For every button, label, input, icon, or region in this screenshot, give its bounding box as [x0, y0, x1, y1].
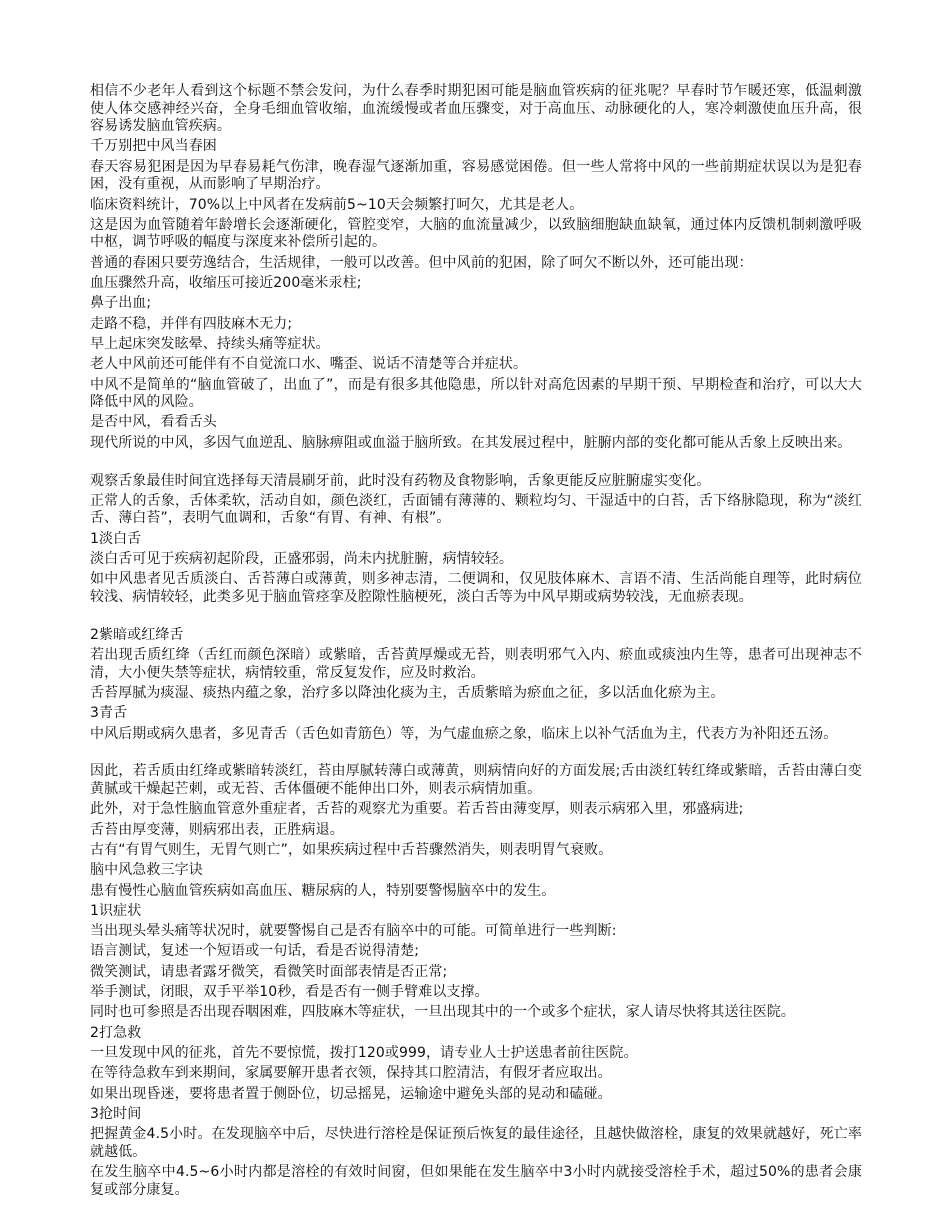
subsection-heading: 2紫暗或红绛舌 — [90, 626, 184, 643]
article-body — [90, 83, 862, 1202]
paragraph: 把握黄金4.5小时。在发现脑卒中后，尽快进行溶栓是保证预后恢复的最佳途径，且越快做溶栓，康复的效果就越好，死亡率就越低。 — [90, 1126, 862, 1160]
paragraph: 在等待急救车到来期间，家属要解开患者衣领，保持其口腔清洁，有假牙者应取出。 — [90, 1065, 612, 1082]
paragraph: 春天容易犯困是因为早春易耗气伤津，晚春湿气逐渐加重，容易感觉困倦。但一些人常将中风的一些前期症状误以为是犯春困，没有重视，从而影响了早期治疗。 — [90, 158, 862, 193]
list-item: 微笑测试，请患者露牙微笑，看微笑时面部表情是否正常; — [90, 963, 448, 980]
paragraph: 如果出现昏迷，要将患者置于侧卧位，切忌摇晃，运输途中避免头部的晃动和磕碰。 — [90, 1085, 612, 1102]
subsection-heading: 1识症状 — [90, 902, 142, 919]
paragraph: 观察舌象最佳时间宜选择每天清晨刷牙前，此时没有药物及食物影响，舌象更能反应脏腑虚实变化。 — [90, 472, 711, 489]
paragraph: 若出现舌质红绛（舌红而颜色深暗）或紫暗，舌苔黄厚燥或无苔，则表明邪气入内、瘀血或痰浊内生等，患者可出现神志不清，大小便失禁等症状，病情较重，常反复发作，应及时救治。 — [90, 647, 862, 681]
paragraph: 舌苔厚腻为痰湿、痰热内蕴之象，治疗多以降浊化痰为主，舌质紫暗为瘀血之征，多以活血化瘀为主。 — [90, 684, 725, 701]
paragraph: 此外，对于急性脑血管意外重症者，舌苔的观察尤为重要。若舌苔由薄变厚，则表示病邪入里，邪盛病进; — [90, 801, 744, 818]
paragraph: 临床资料统计，70%以上中风者在发病前5~10天会频繁打呵欠，尤其是老人。 — [90, 196, 584, 213]
paragraph: 古有“有胃气则生，无胃气则亡”，如果疾病过程中舌苔骤然消失，则表明胃气衰败。 — [90, 841, 613, 858]
list-item: 走路不稳，并伴有四肢麻木无力; — [90, 315, 293, 332]
paragraph: 同时也可参照是否出现吞咽困难，四肢麻木等症状，一旦出现其中的一个或多个症状，家人请尽快将其送往医院。 — [90, 1004, 795, 1021]
paragraph: 正常人的舌象，舌体柔软，活动自如，颜色淡红，舌面铺有薄薄的、颗粒均匀、干湿适中的白苔，舌下络脉隐现，称为“淡红舌、薄白苔”，表明气血调和，舌象“有胃、有神、有根”。 — [90, 492, 862, 527]
paragraph: 老人中风前还可能伴有不自觉流口水、嘴歪、说话不清楚等合并症状。 — [90, 356, 528, 373]
paragraph: 当出现头晕头痛等状况时，就要警惕自己是否有脑卒中的可能。可简单进行一些判断: — [90, 923, 617, 940]
paragraph: 普通的春困只要劳逸结合，生活规律，一般可以改善。但中风前的犯困，除了呵欠不断以外，还可能出现： — [90, 254, 753, 271]
paragraph: 这是因为血管随着年龄增长会逐渐硬化，管腔变窄，大脑的血流量减少，以致脑细胞缺血缺氧，通过体内反馈机制刺激呼吸中枢，调节呼吸的幅度与深度来补偿所引起的。 — [90, 216, 862, 251]
paragraph: 中风后期或病久患者，多见青舌（舌色如青筋色）等，为气虚血瘀之象，临床上以补气活血为主，代表方为补阳还五汤。 — [90, 725, 838, 742]
subsection-heading: 3抢时间 — [90, 1105, 142, 1122]
list-item: 血压骤然升高，收缩压可接近200毫米汞柱; — [90, 275, 362, 292]
paragraph: 患有慢性心脑血管疾病如高血压、糖尿病的人，特别要警惕脑卒中的发生。 — [90, 882, 556, 899]
section-heading: 千万别把中风当春困 — [90, 138, 217, 155]
paragraph: 淡白舌可见于疾病初起阶段，正盛邪弱，尚未内扰脏腑，病情较轻。 — [90, 551, 513, 568]
subsection-heading: 3青舌 — [90, 705, 128, 722]
paragraph: 因此，若舌质由红绛或紫暗转淡红，苔由厚腻转薄白或薄黄，则病情向好的方面发展;舌由淡红转红绛或紫暗，舌苔由薄白变黄腻或干燥起芒刺，或无苔、舌体僵硬不能伸出口外，则表示病情加重。 — [90, 763, 862, 797]
subsection-heading: 1淡白舌 — [90, 530, 142, 547]
paragraph-intro: 相信不少老年人看到这个标题不禁会发问，为什么春季时期犯困可能是脑血管疾病的征兆呢？早春时节乍暖还寒，低温刺激使人体交感神经兴奋，全身毛细血管收缩，血流缓慢或者血压骤变，对于高血压、动脉硬化的人，寒冷刺激使血压升高，很容易诱发脑血管疾病。 — [90, 83, 862, 134]
section-heading: 脑中风急救三字诀 — [90, 862, 203, 879]
list-item: 举手测试，闭眼，双手平举10秒，看是否有一侧手臂难以支撑。 — [90, 984, 489, 1001]
list-item: 语言测试，复述一个短语或一句话，看是否说得清楚; — [90, 943, 420, 960]
paragraph: 现代所说的中风，多因气血逆乱、脑脉痹阻或血溢于脑所致。在其发展过程中，脏腑内部的变化都可能从舌象上反映出来。 — [90, 434, 852, 451]
paragraph: 舌苔由厚变薄，则病邪出表，正胜病退。 — [90, 821, 344, 838]
paragraph: 中风不是简单的“脑血管破了，出血了”，而是有很多其他隐患，所以针对高危因素的早期干预、早期检查和治疗，可以大大降低中风的风险。 — [90, 376, 862, 411]
paragraph: 如中风患者见舌质淡白、舌苔薄白或薄黄，则多神志清，二便调和，仅见肢体麻木、言语不清、生活尚能自理等，此时病位较浅、病情较轻，此类多见于脑血管痉挛及腔隙性脑梗死，淡白舌等为中风早期或病势较浅，无血瘀表现。 — [90, 571, 862, 605]
section-heading: 是否中风，看看舌头 — [90, 414, 217, 431]
paragraph: 在发生脑卒中4.5~6小时内都是溶栓的有效时间窗，但如果能在发生脑卒中3小时内就接受溶栓手术，超过50%的患者会康复或部分康复。 — [90, 1164, 862, 1198]
subsection-heading: 2打急救 — [90, 1024, 142, 1041]
list-item: 鼻子出血; — [90, 295, 152, 312]
list-item: 早上起床突发眩晕、持续头痛等症状。 — [90, 335, 330, 352]
paragraph: 一旦发现中风的征兆，首先不要惊慌，拨打120或999，请专业人士护送患者前往医院。 — [90, 1044, 638, 1061]
